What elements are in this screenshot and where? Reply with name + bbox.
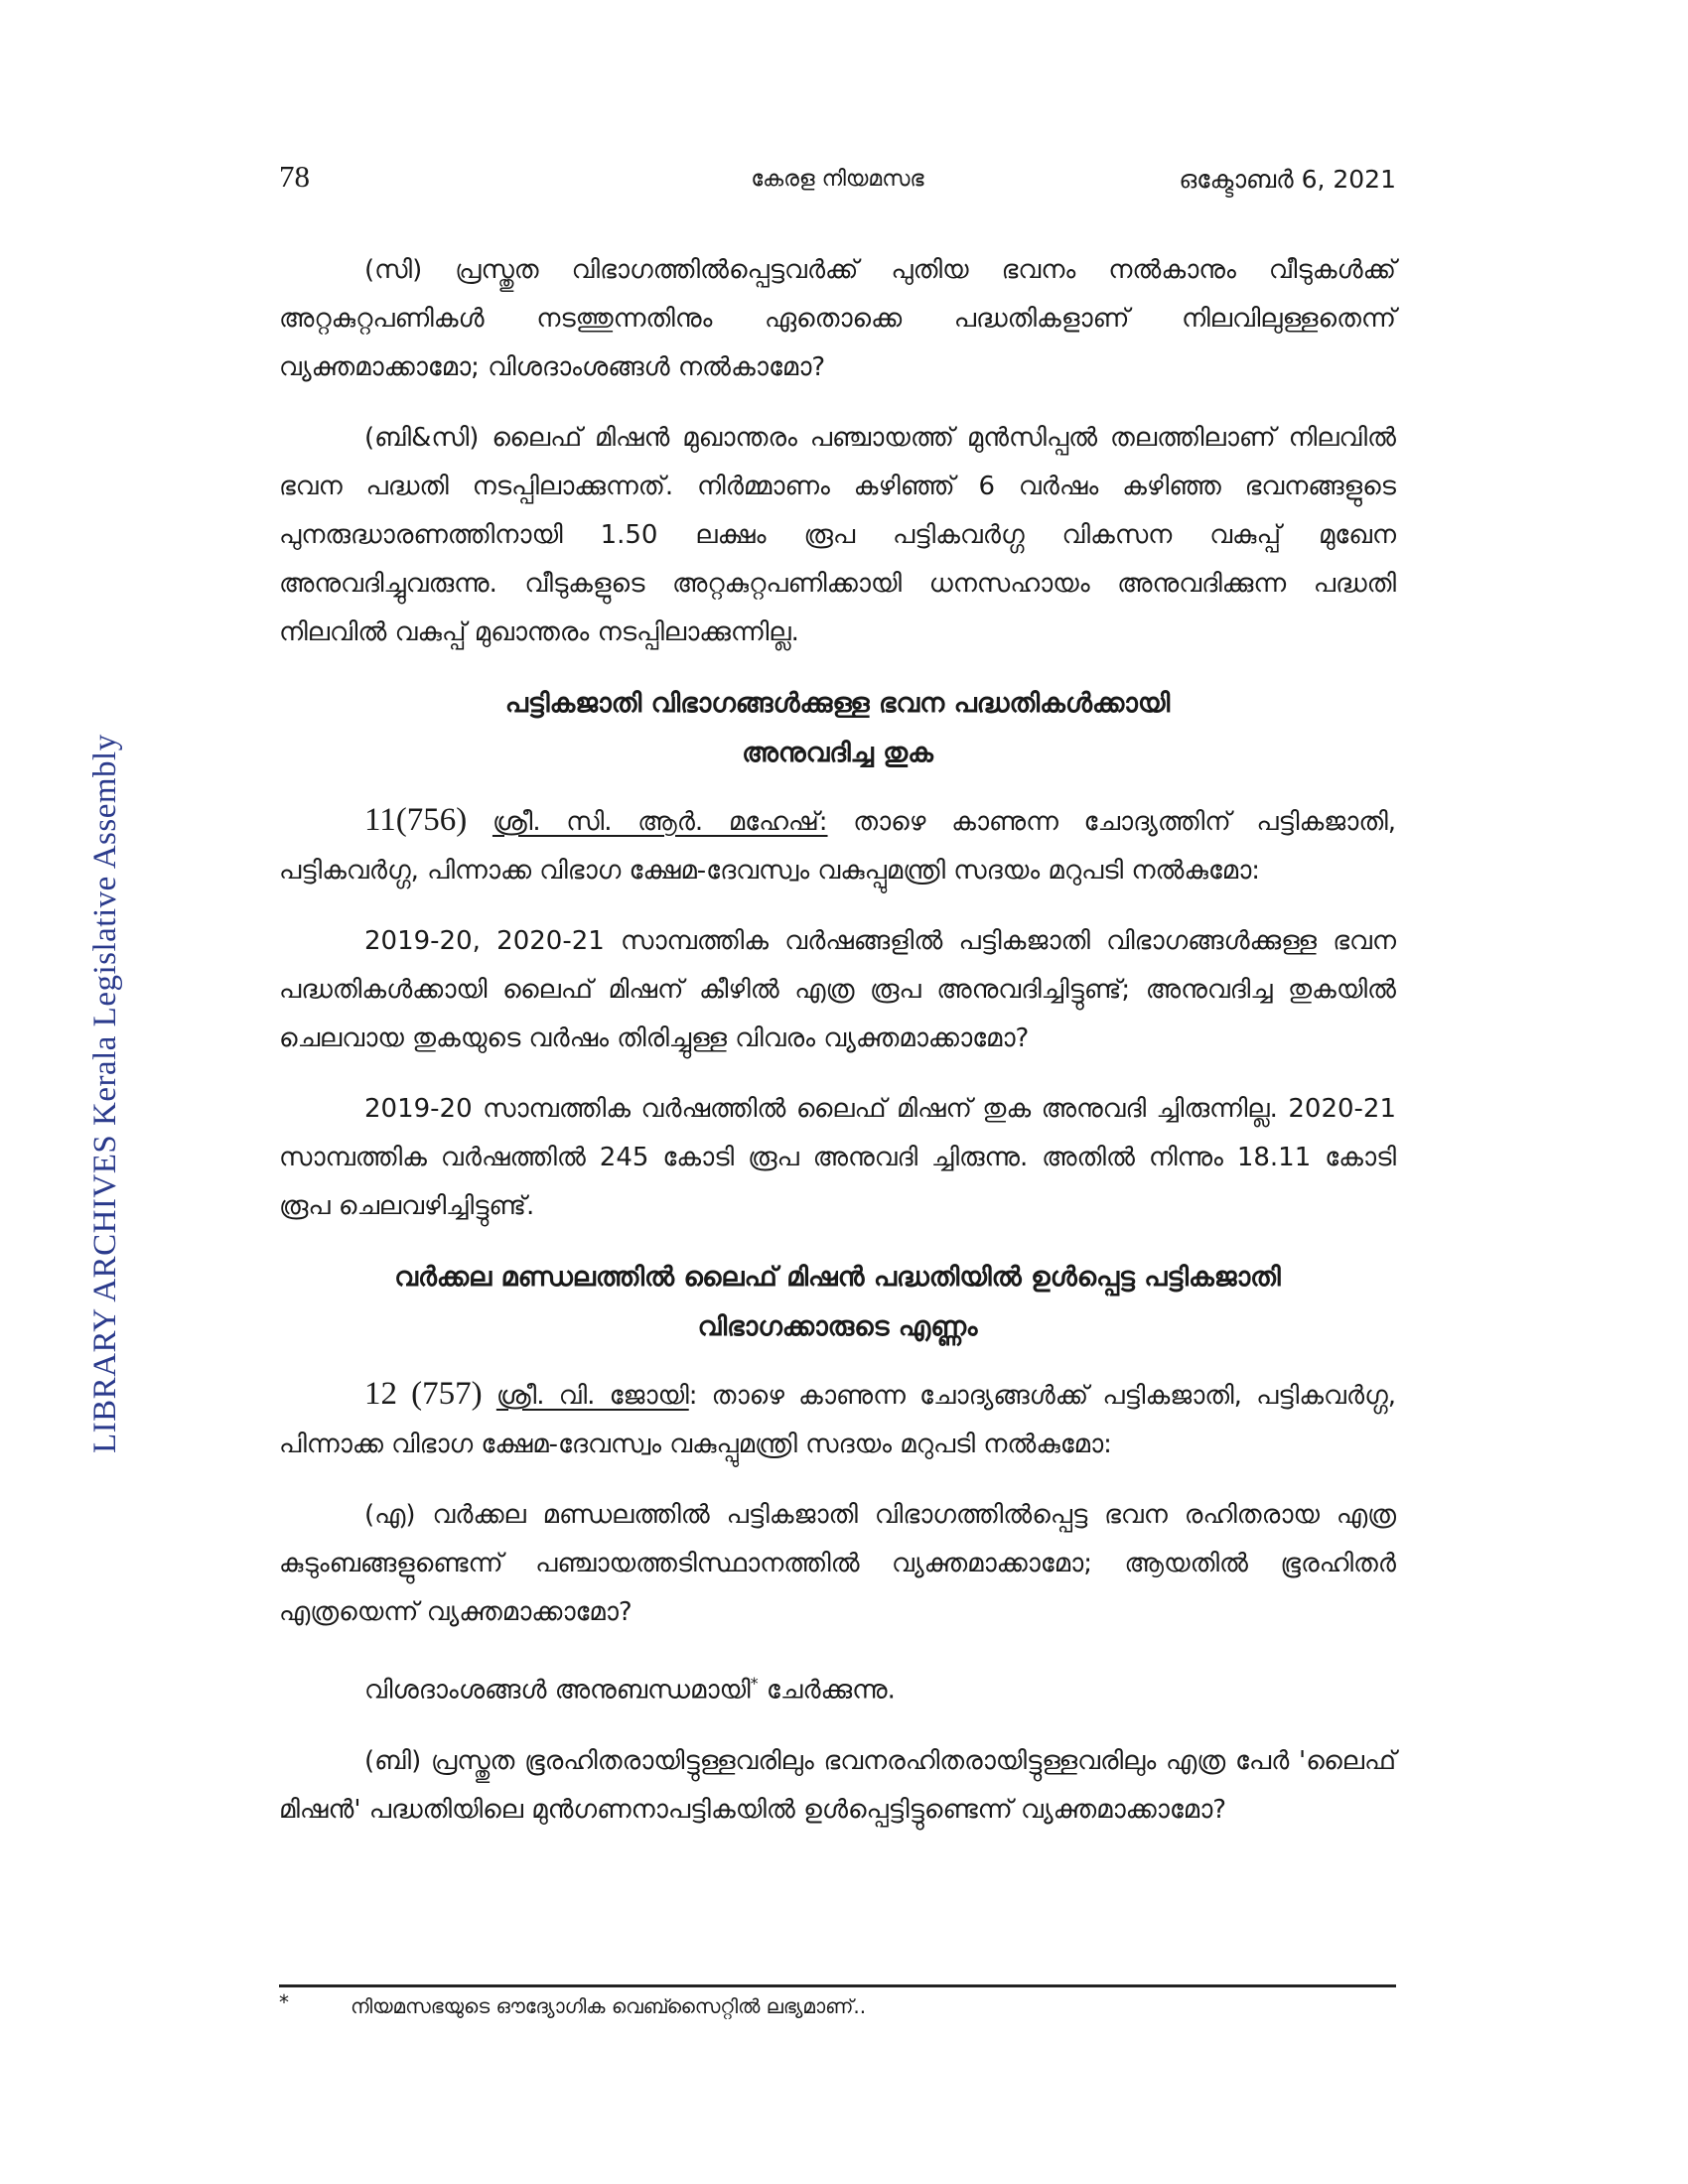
- question-12-intro: [279, 1370, 1396, 1469]
- question-12-part-b: (ബി) പ്രസ്തുത ഭൂരഹിതരായിട്ടുള്ളവരിലും ഭവനരഹിതരായിട്ടുള്ളവരിലും എത്ര പേർ 'ലൈഫ് മിഷൻ' പദ്ധതിയിലെ മുൻഗണനാപട്ടികയിൽ ഉൾപ്പെട്ടിട്ടുണ്ടെന്ന് വ്യക്തമാക്കാമോ?: [279, 1745, 1396, 1825]
- question-12-member: ശ്രീ. വി. ജോയി: [495, 1381, 689, 1411]
- page-header: [279, 159, 1396, 208]
- answer-text-end: ചേർക്കുന്നു.: [758, 1675, 896, 1706]
- footnote-reference: *: [750, 1674, 759, 1693]
- question-11-body: 2019-20, 2020-21 സാമ്പത്തിക വർഷങ്ങളിൽ പട്ടികജാതി വിഭാഗങ്ങൾക്കുള്ള ഭവന പദ്ധതികൾക്കായി ലൈഫ് മിഷന് കീഴിൽ എത്ര രൂപ അനുവദിച്ചിട്ടുണ്ട്; അനുവദിച്ച തുകയിൽ ചെലവായ തുകയുടെ വർഷം തിരിച്ചുള്ള വിവരം വ്യക്തമാക്കാമോ?: [279, 926, 1396, 1053]
- footnote-text: നിയമസഭയുടെ ഔദ്യോഗിക വെബ്സൈറ്റിൽ ലഭ്യമാണ്..: [351, 1994, 867, 2018]
- section-heading-2-line2: വിഭാഗക്കാരുടെ എണ്ണം: [697, 1311, 978, 1342]
- question-12-part-a: (എ) വർക്കല മണ്ഡലത്തിൽ പട്ടികജാതി വിഭാഗത്തിൽപ്പെട്ട ഭവന രഹിതരായ എത്ര കുടുംബങ്ങളുണ്ടെന്ന് പഞ്ചായത്തടിസ്ഥാനത്തിൽ വ്യക്തമാക്കാമോ; ആയതിൽ ഭൂരഹിതർ എത്രയെന്ന് വ്യക്തമാക്കാമോ?: [279, 1500, 1396, 1627]
- paragraph-c-question: (സി) പ്രസ്തുത വിഭാഗത്തിൽപ്പെട്ടവർക്ക് പുതിയ ഭവനം നൽകാനും വീടുകൾക്ക് അറ്റകുറ്റപണികൾ നടത്തുന്നതിനും ഏതൊക്കെ പദ്ധതികളാണ് നിലവിലുള്ളതെന്ന് വ്യക്തമാക്കാമോ; വിശദാംശങ്ങൾ നൽകാമോ?: [279, 255, 1396, 382]
- running-title: കേരള നിയമസഭ: [751, 167, 924, 192]
- question-12-part-a-answer: [279, 1659, 1396, 1715]
- section-heading-2: [279, 1253, 1396, 1352]
- section-heading-1-line1: പട്ടികജാതി വിഭാഗങ്ങൾക്കുള്ള ഭവന പദ്ധതികൾക്കായി: [504, 688, 1171, 719]
- header-date: ഒക്ടോബർ 6, 2021: [1179, 165, 1396, 194]
- question-11-member: ശ്രീ. സി. ആർ. മഹേഷ്:: [492, 807, 828, 837]
- question-12-text: : താഴെ കാണുന്ന ചോദ്യങ്ങൾക്ക് പട്ടികജാതി, പട്ടികവർഗ്ഗ, പിന്നാക്ക വിഭാഗ ക്ഷേമ-ദേവസ്വം വകുപ്പുമന്ത്രി സദയം മറുപടി നൽകുമോ:: [279, 1381, 1396, 1459]
- section-heading-1-line2: അനുവദിച്ച തുക: [742, 738, 933, 768]
- section-heading-1: [279, 679, 1396, 778]
- answer-text: വിശദാംശങ്ങൾ അനുബന്ധമായി: [364, 1675, 751, 1706]
- question-12-number: 12 (757): [364, 1376, 483, 1412]
- section-heading-2-line1: വർക്കല മണ്ഡലത്തിൽ ലൈഫ് മിഷൻ പദ്ധതിയിൽ ഉൾപ്പെട്ട പട്ടികജാതി: [394, 1262, 1281, 1293]
- page-number: 78: [279, 159, 310, 194]
- watermark-text: LIBRARY ARCHIVES Kerala Legislative Assembly: [87, 734, 123, 1453]
- paragraph-bc-answer: (ബി&സി) ലൈഫ് മിഷൻ മുഖാന്തരം പഞ്ചായത്ത് മുൻസിപ്പൽ തലത്തിലാണ് നിലവിൽ ഭവന പദ്ധതി നടപ്പിലാക്കുന്നത്. നിർമ്മാണം കഴിഞ്ഞ് 6 വർഷം കഴിഞ്ഞ ഭവനങ്ങളുടെ പുനരുദ്ധാരണത്തിനായി 1.50 ലക്ഷം രൂപ പട്ടികവർഗ്ഗ വികസന വകുപ്പ് മുഖേന അനുവദിച്ചുവരുന്നു. വീടുകളുടെ അറ്റകുറ്റപണിക്കായി ധനസഹായം അനുവദിക്കുന്ന പദ്ധതി നിലവിൽ വകുപ്പ് മുഖാന്തരം നടപ്പിലാക്കുന്നില്ല.: [279, 423, 1396, 647]
- page-body: [279, 246, 1396, 1856]
- question-11-intro: [279, 796, 1396, 895]
- question-11-answer: 2019-20 സാമ്പത്തിക വർഷത്തിൽ ലൈഫ് മിഷന് തുക അനുവദി ച്ചിരുന്നില്ല. 2020-21 സാമ്പത്തിക വർഷത്തിൽ 245 കോടി രൂപ അനുവദി ച്ചിരുന്നു. അതിൽ നിന്നും 18.11 കോടി രൂപ ചെലവഴിച്ചിട്ടുണ്ട്.: [279, 1094, 1396, 1221]
- footnote-mark: *: [279, 1990, 289, 2014]
- question-11-number: 11(756): [364, 802, 468, 838]
- question-11-text: താഴെ കാണുന്ന ചോദ്യത്തിന് പട്ടികജാതി, പട്ടികവർഗ്ഗ, പിന്നാക്ക വിഭാഗ ക്ഷേമ-ദേവസ്വം വകുപ്പുമന്ത്രി സദയം മറുപടി നൽകുമോ:: [279, 807, 1396, 886]
- footnote-divider: [279, 1984, 1396, 1987]
